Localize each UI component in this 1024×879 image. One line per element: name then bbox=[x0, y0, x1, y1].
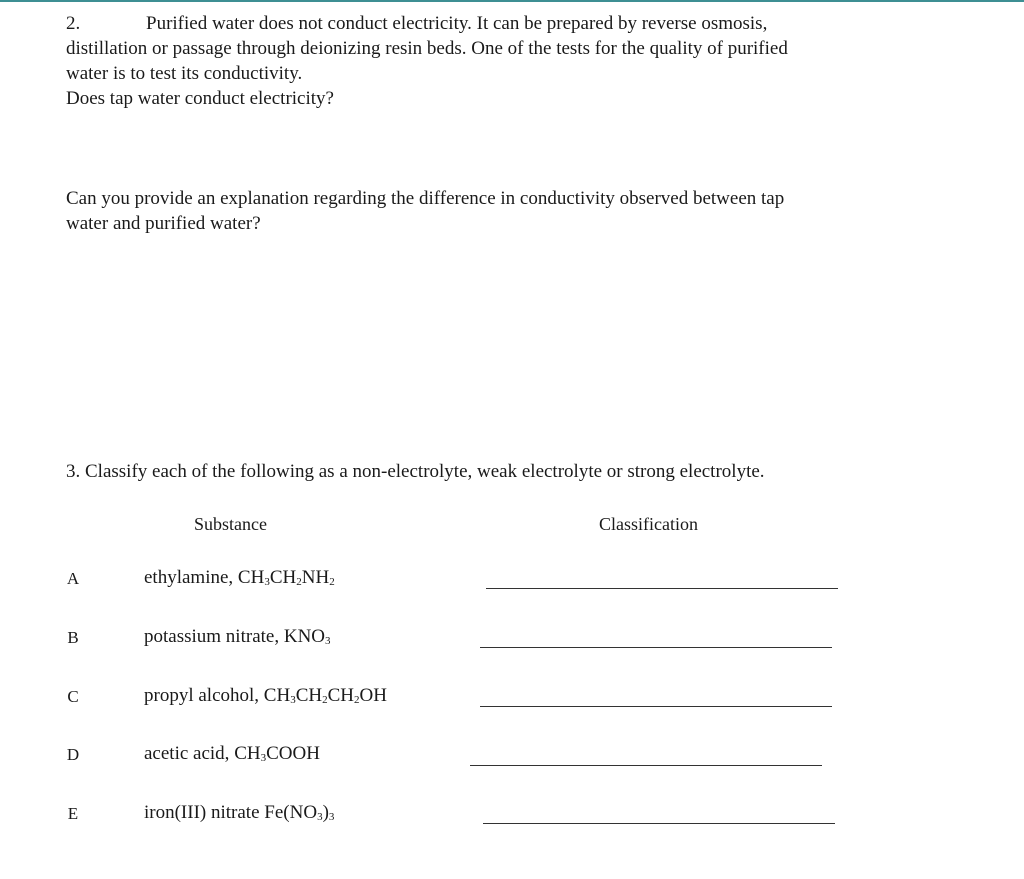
question-2-text-rest bbox=[66, 36, 896, 111]
formula-subscript: 2 bbox=[354, 694, 360, 706]
formula-subscript: 3 bbox=[328, 811, 335, 823]
substance-name: propyl alcohol, bbox=[144, 685, 264, 706]
answer-blank-c[interactable] bbox=[480, 706, 832, 707]
formula-subscript: 3 bbox=[317, 811, 323, 823]
formula-group: CH bbox=[263, 685, 291, 706]
answer-blank-d[interactable] bbox=[470, 765, 822, 766]
substance-name: iron(III) nitrate bbox=[144, 802, 265, 823]
formula-group: ) bbox=[322, 802, 329, 823]
formula-subscript: 2 bbox=[322, 694, 328, 706]
substance-name: ethylamine, bbox=[144, 567, 238, 588]
formula-subscript: 3 bbox=[260, 752, 267, 764]
substance-formula bbox=[264, 802, 334, 823]
substance-formula bbox=[284, 626, 331, 647]
question-2-text-line-3: water is to test its conductivity. bbox=[66, 63, 303, 84]
formula-group: CH bbox=[234, 743, 261, 764]
formula-subscript: 3 bbox=[264, 576, 270, 588]
substance-c bbox=[144, 684, 387, 708]
formula-group: CH bbox=[295, 685, 323, 706]
answer-blank-e[interactable] bbox=[483, 823, 835, 824]
row-letter-a: A bbox=[66, 569, 80, 588]
formula-subscript: 3 bbox=[290, 694, 296, 706]
substance-name: potassium nitrate, bbox=[144, 626, 284, 647]
classification-column-header: Classification bbox=[599, 514, 698, 534]
question-3-prompt: 3. Classify each of the following as a non-electrolyte, weak electrolyte or strong electrolyte. bbox=[66, 461, 765, 482]
formula-group: KNO bbox=[283, 626, 326, 647]
question-2-followup-line-2: water and purified water? bbox=[66, 213, 261, 234]
substance-b bbox=[144, 625, 331, 649]
answer-blank-b[interactable] bbox=[480, 647, 832, 648]
substance-a bbox=[144, 566, 335, 590]
formula-subscript: 2 bbox=[296, 576, 302, 588]
row-letter-e: E bbox=[67, 804, 79, 823]
formula-group: Fe(NO bbox=[264, 802, 318, 823]
row-letter-b: B bbox=[67, 628, 79, 647]
substance-formula bbox=[234, 743, 320, 764]
question-2-text-line-1: Purified water does not conduct electricity. It can be prepared by reverse osmosis, bbox=[146, 13, 768, 34]
top-border-line bbox=[0, 0, 1024, 2]
question-2-followup bbox=[66, 186, 896, 236]
formula-subscript: 2 bbox=[329, 576, 335, 588]
question-2-text-line-4: Does tap water conduct electricity? bbox=[66, 88, 334, 109]
substance-e bbox=[144, 801, 334, 825]
substance-formula bbox=[238, 567, 335, 588]
formula-group: CH bbox=[237, 567, 265, 588]
question-2-number: 2. bbox=[66, 13, 81, 34]
formula-group: NH bbox=[301, 567, 330, 588]
formula-group: CH bbox=[327, 685, 354, 706]
question-2-text-line-2: distillation or passage through deionizing resin beds. One of the tests for the quality of purified bbox=[66, 38, 788, 59]
row-letter-c: C bbox=[67, 687, 79, 706]
substance-formula bbox=[264, 685, 387, 706]
row-letter-d: D bbox=[66, 745, 80, 764]
formula-subscript: 3 bbox=[325, 635, 331, 647]
answer-blank-a[interactable] bbox=[486, 588, 838, 589]
formula-group: COOH bbox=[266, 743, 320, 764]
substance-name: acetic acid, bbox=[144, 743, 235, 764]
formula-group: CH bbox=[269, 567, 297, 588]
formula-group: OH bbox=[359, 685, 387, 706]
substance-d bbox=[144, 742, 320, 766]
question-2-followup-line-1: Can you provide an explanation regarding the difference in conductivity observed between tap bbox=[66, 188, 785, 209]
substance-column-header: Substance bbox=[194, 514, 267, 534]
